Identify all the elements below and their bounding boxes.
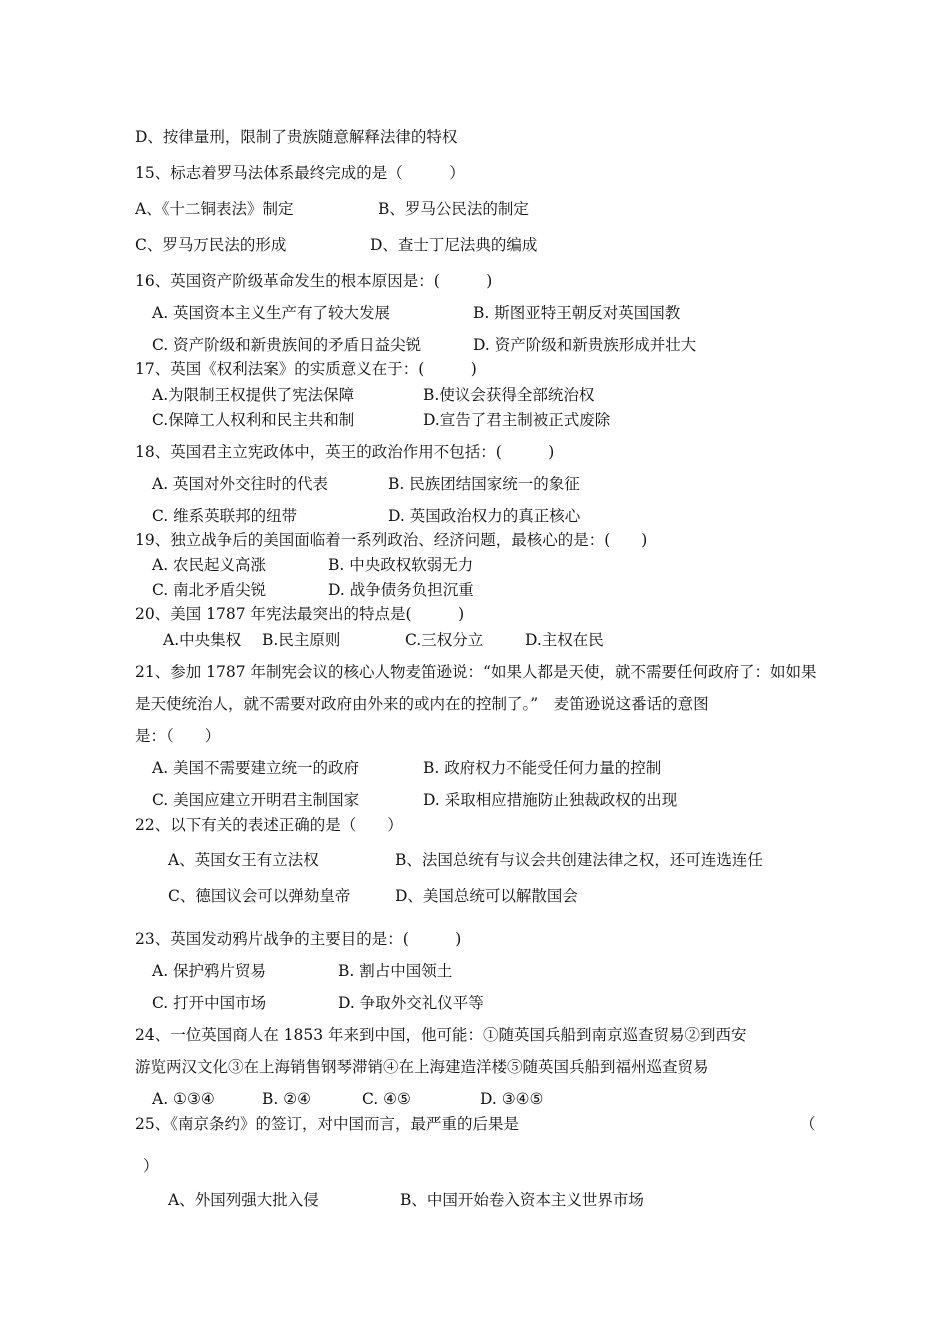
q24-stem-line2: 游览两汉文化③在上海销售钢琴滞销④在上海建造洋楼⑤随英国兵船到福州巡查贸易 <box>135 1058 709 1076</box>
q25-open-paren: （ <box>800 1115 816 1133</box>
q24-stem-line1: 24、一位英国商人在 1853 年来到中国，他可能：①随英国兵船到南京巡查贸易②到西安 <box>135 1026 747 1044</box>
q16-stem: 16、英国资产阶级革命发生的根本原因是：( ) <box>135 272 493 290</box>
q21-stem-line1: 21、参加 1787 年制宪会议的核心人物麦笛逊说：“如果人都是天使，就不需要任何政府了：如如果 <box>135 663 817 681</box>
q21-stem-line2: 是天使统治人，就不需要对政府由外来的或内在的控制了。” 麦笛逊说这番话的意图 <box>135 695 709 713</box>
q25-close-paren: ） <box>143 1157 159 1175</box>
q23-stem: 23、英国发动鸦片战争的主要目的是：( ) <box>135 930 462 948</box>
q19-option-d: D. 战争债务负担沉重 <box>328 581 474 599</box>
q19-option-b: B. 中央政权软弱无力 <box>328 556 474 574</box>
q21-option-b: B. 政府权力不能受任何力量的控制 <box>423 759 662 777</box>
q19-stem: 19、独立战争后的美国面临着一系列政治、经济问题，最核心的是：( ) <box>135 531 648 549</box>
q23-option-c: C. 打开中国市场 <box>152 994 267 1012</box>
q20-option-c: C.三权分立 <box>405 631 484 649</box>
q21-option-d: D. 采取相应措施防止独裁政权的出现 <box>423 791 678 809</box>
q23-option-d: D. 争取外交礼仪平等 <box>338 994 484 1012</box>
q22-option-b: B、法国总统有与议会共创建法律之权，还可连选连任 <box>395 851 763 869</box>
q15-option-b: B、罗马公民法的制定 <box>378 200 529 218</box>
q21-option-a: A. 美国不需要建立统一的政府 <box>152 759 360 777</box>
q16-option-d: D. 资产阶级和新贵族形成并壮大 <box>473 336 697 354</box>
q22-stem: 22、以下有关的表述正确的是（ ） <box>135 816 403 834</box>
q16-option-a: A. 英国资本主义生产有了较大发展 <box>152 304 391 322</box>
q15-option-a: A、《十二铜表法》制定 <box>135 200 294 218</box>
q24-option-b: B. ②④ <box>262 1090 312 1108</box>
q22-option-c: C、德国议会可以弹劾皇帝 <box>168 887 351 905</box>
q14-option-d: D、按律量刑，限制了贵族随意解释法律的特权 <box>135 128 458 146</box>
q17-option-a: A.为限制王权提供了宪法保障 <box>152 386 355 404</box>
q21-stem-line3: 是：（ ） <box>135 727 221 745</box>
q17-stem: 17、英国《权利法案》的实质意义在于：( ) <box>135 360 477 378</box>
q18-stem: 18、英国君主立宪政体中，英王的政治作用不包括：( ) <box>135 443 555 461</box>
q20-option-d: D.主权在民 <box>525 631 604 649</box>
q25-stem: 25、《南京条约》的签订，对中国而言，最严重的后果是 <box>135 1115 519 1133</box>
q24-option-a: A. ①③④ <box>152 1090 215 1108</box>
q17-option-c: C.保障工人权利和民主共和制 <box>152 411 355 429</box>
q21-option-c: C. 美国应建立开明君主制国家 <box>152 791 360 809</box>
q19-option-c: C. 南北矛盾尖锐 <box>152 581 267 599</box>
q24-option-d: D. ③④⑤ <box>480 1090 544 1108</box>
q19-option-a: A. 农民起义高涨 <box>152 556 267 574</box>
q18-option-a: A. 英国对外交往时的代表 <box>152 475 329 493</box>
q17-option-d: D.宣告了君主制被正式废除 <box>423 411 611 429</box>
q20-option-a: A.中央集权 <box>163 631 242 649</box>
q16-option-c: C. 资产阶级和新贵族间的矛盾日益尖锐 <box>152 336 422 354</box>
q23-option-b: B. 割占中国领土 <box>338 962 453 980</box>
q15-option-c: C、罗马万民法的形成 <box>135 236 287 254</box>
q25-option-a: A、外国列强大批入侵 <box>168 1191 319 1209</box>
q23-option-a: A. 保护鸦片贸易 <box>152 962 267 980</box>
q20-stem: 20、美国 1787 年宪法最突出的特点是( ) <box>135 605 465 623</box>
q16-option-b: B. 斯图亚特王朝反对英国国教 <box>473 304 681 322</box>
q22-option-a: A、英国女王有立法权 <box>168 851 319 869</box>
q24-option-c: C. ④⑤ <box>362 1090 411 1108</box>
q15-stem: 15、标志着罗马法体系最终完成的是（ ） <box>135 164 465 182</box>
q25-option-b: B、中国开始卷入资本主义世界市场 <box>400 1191 644 1209</box>
q17-option-b: B.使议会获得全部统治权 <box>423 386 595 404</box>
q20-option-b: B.民主原则 <box>262 631 341 649</box>
q15-option-d: D、查士丁尼法典的编成 <box>370 236 538 254</box>
q18-option-c: C. 维系英联邦的纽带 <box>152 507 298 525</box>
q18-option-d: D. 英国政治权力的真正核心 <box>388 507 581 525</box>
q18-option-b: B. 民族团结国家统一的象征 <box>388 475 580 493</box>
q22-option-d: D、美国总统可以解散国会 <box>395 887 578 905</box>
